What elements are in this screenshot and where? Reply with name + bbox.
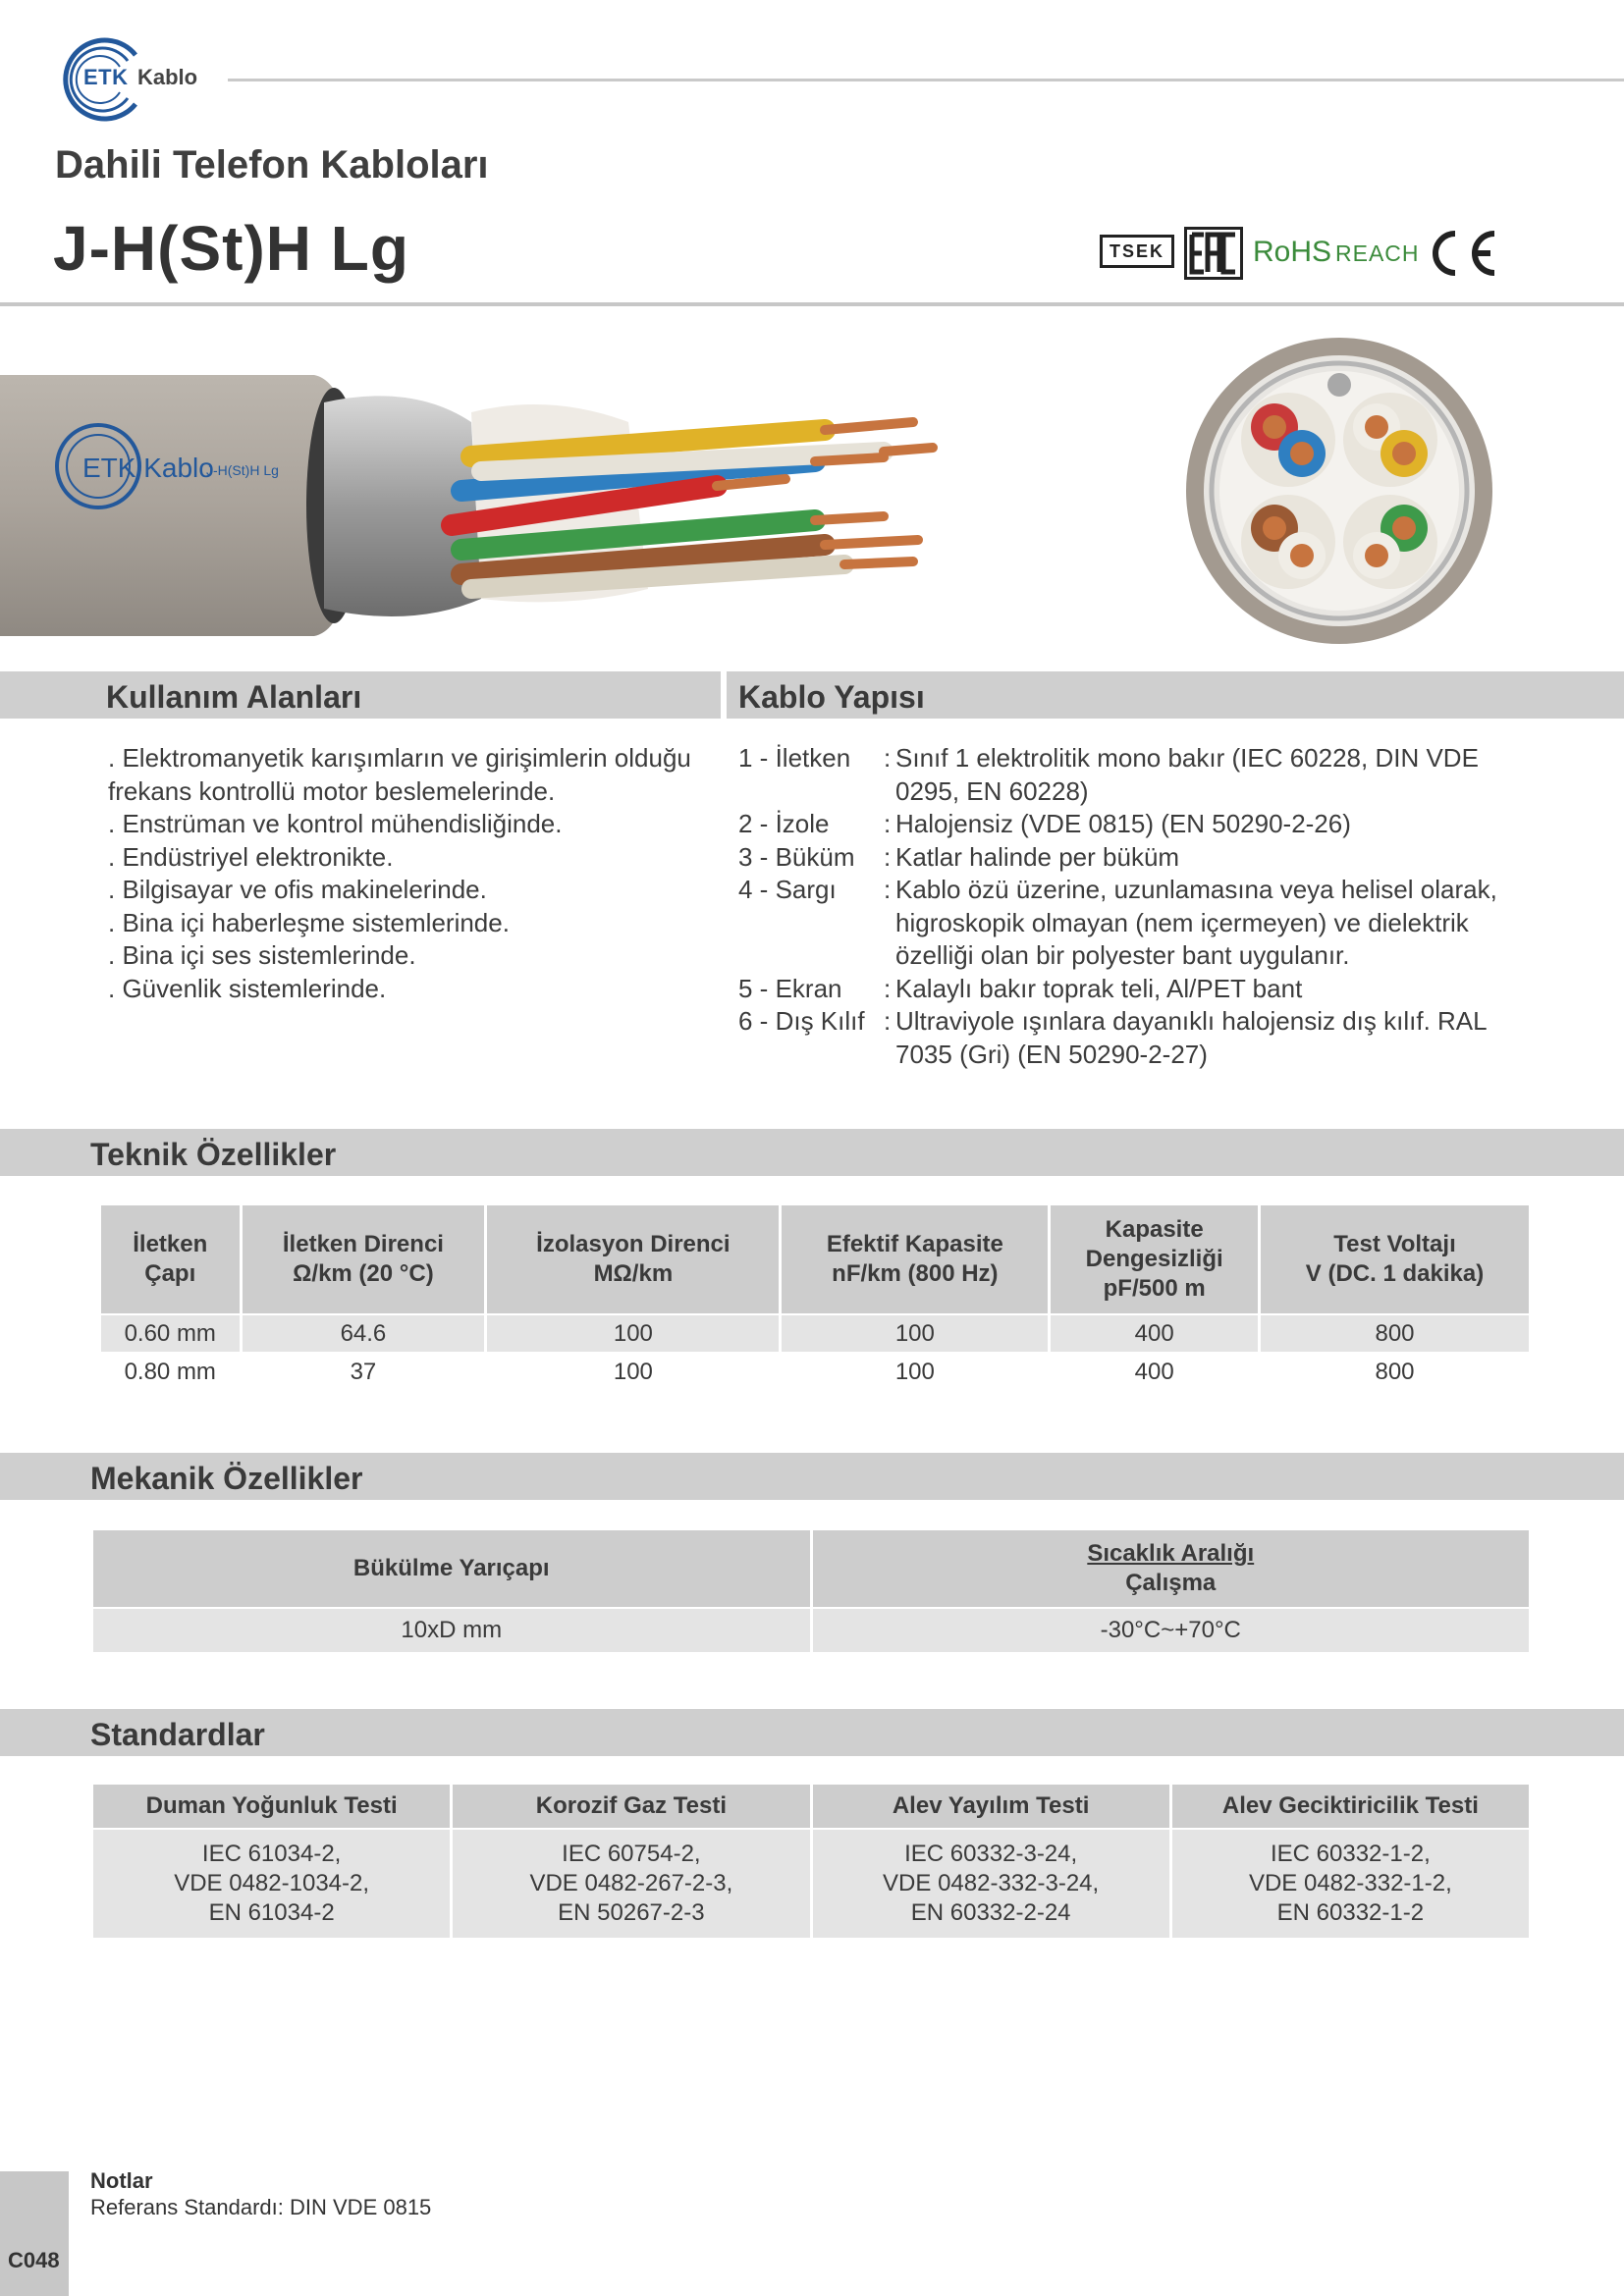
table-header: Alev Geciktiricilik Testi: [1172, 1785, 1529, 1828]
table-header: Kapasite Dengesizliği pF/500 m: [1051, 1205, 1258, 1313]
structure-text: Sınıf 1 elektrolitik mono bakır (IEC 60228, DIN VDE 0295, EN 60228): [895, 743, 1479, 806]
structure-section-title: Kablo Yapısı: [738, 679, 925, 715]
table-cell: 10xD mm: [93, 1609, 810, 1652]
page-tab: [0, 2171, 69, 2296]
cable-cross-section-image: [1182, 334, 1496, 648]
reach-mark: REACH: [1335, 240, 1420, 266]
list-item: 5 - Ekran : Kalaylı bakır toprak teli, Al/PET bant: [738, 973, 1524, 1006]
mechanical-section-title: Mekanik Özellikler: [90, 1461, 363, 1496]
structure-label: 4 - Sargı: [738, 875, 837, 904]
title-divider: [0, 302, 1624, 306]
table-cell: -30°C~+70°C: [813, 1609, 1530, 1652]
table-cell: IEC 60754-2, VDE 0482-267-2-3, EN 50267-2-3: [453, 1830, 809, 1938]
list-item: 6 - Dış Kılıf : Ultraviyole ışınlara dayanıklı halojensiz dış kılıf. RAL 7035 (Gri) (EN 50290-2-27): [738, 1005, 1524, 1071]
logo-etk-text: ETK: [83, 65, 129, 89]
list-item: . Bilgisayar ve ofis makinelerinde.: [108, 875, 487, 904]
structure-text: Kalaylı bakır toprak teli, Al/PET bant: [895, 973, 1303, 1003]
table-cell: IEC 60332-3-24, VDE 0482-332-3-24, EN 60332-2-24: [813, 1830, 1169, 1938]
structure-text: Halojensiz (VDE 0815) (EN 50290-2-26): [895, 809, 1351, 838]
structure-text: Katlar halinde per büküm: [895, 841, 1180, 872]
table-cell: 400: [1051, 1315, 1258, 1352]
table-row: [93, 1830, 1529, 1938]
list-item: . Enstrüman ve kontrol mühendisliğinde.: [108, 809, 563, 838]
header-divider: [228, 79, 1624, 81]
structure-label: 2 - İzole: [738, 809, 830, 838]
table-header: Duman Yoğunluk Testi: [93, 1785, 450, 1828]
table-header: İletken Çapı: [101, 1205, 240, 1313]
usage-list: [108, 742, 717, 1005]
table-cell: 400: [1051, 1354, 1258, 1390]
table-header: Bükülme Yarıçapı: [93, 1530, 810, 1607]
structure-label: 1 - İletken: [738, 743, 851, 773]
notes-title: Notlar: [90, 2168, 153, 2193]
list-item: 1 - İletken : Sınıf 1 elektrolitik mono bakır (IEC 60228, DIN VDE 0295, EN 60228): [738, 742, 1524, 808]
structure-label: 5 - Ekran: [738, 973, 842, 1003]
eac-mark-icon: [1184, 227, 1243, 280]
technical-table: [98, 1203, 1532, 1392]
table-cell: 100: [782, 1354, 1048, 1390]
table-cell: 0.60 mm: [101, 1315, 240, 1352]
etk-kablo-logo: [51, 37, 218, 122]
category-title: Dahili Telefon Kabloları: [55, 143, 489, 187]
table-row: [101, 1354, 1529, 1390]
product-title: J-H(St)H Lg: [53, 213, 409, 284]
usage-section-bar: [0, 671, 721, 719]
table-header: Korozif Gaz Testi: [453, 1785, 809, 1828]
tsek-mark: TSEK: [1100, 235, 1174, 268]
ce-mark-icon: [1422, 226, 1500, 281]
structure-text: Ultraviyole ışınlara dayanıklı halojensiz dış kılıf. RAL 7035 (Gri) (EN 50290-2-27): [895, 1006, 1487, 1069]
list-item: . Güvenlik sistemlerinde.: [108, 973, 387, 1003]
table-cell: 800: [1261, 1315, 1529, 1352]
rohs-mark: RoHS: [1253, 236, 1332, 268]
table-header: Efektif Kapasite nF/km (800 Hz): [782, 1205, 1048, 1313]
list-item: . Endüstriyel elektronikte.: [108, 841, 394, 872]
table-cell: 800: [1261, 1354, 1529, 1390]
standards-table: [90, 1783, 1532, 1940]
structure-label: 3 - Büküm: [738, 841, 855, 872]
list-item: . Elektromanyetik karışımların ve girişimlerin olduğu frekans kontrollü motor beslemelerinde.: [108, 743, 691, 806]
table-cell: 100: [487, 1354, 779, 1390]
list-item: 3 - Büküm : Katlar halinde per büküm: [738, 841, 1524, 875]
mechanical-table: [90, 1528, 1532, 1654]
table-header: Sıcaklık Aralığı Çalışma: [813, 1530, 1530, 1607]
logo-kablo-text: Kablo: [137, 65, 198, 89]
svg-text:ETK Kablo: ETK Kablo: [82, 453, 214, 483]
usage-section-title: Kullanım Alanları: [106, 679, 362, 715]
table-cell: 100: [487, 1315, 779, 1352]
cable-product-image: [0, 363, 943, 648]
page-number: C048: [8, 2248, 60, 2272]
list-item: 4 - Sargı : Kablo özü üzerine, uzunlamasına veya helisel olarak, higroskopik olmayan (nem içermeyen) ve dielektrik özelliği olan bir polyester bant uygulanır.: [738, 874, 1524, 973]
technical-section-bar: [0, 1129, 1624, 1176]
structure-list: [738, 742, 1524, 1071]
table-cell: 64.6: [243, 1315, 485, 1352]
table-header: İzolasyon Direnci MΩ/km: [487, 1205, 779, 1313]
standards-section-bar: [0, 1709, 1624, 1756]
table-header: İletken Direnci Ω/km (20 °C): [243, 1205, 485, 1313]
table-row: [93, 1609, 1529, 1652]
table-cell: 37: [243, 1354, 485, 1390]
structure-section-bar: [727, 671, 1624, 719]
list-item: . Bina içi haberleşme sistemlerinde.: [108, 907, 510, 937]
table-cell: 0.80 mm: [101, 1354, 240, 1390]
table-header: Test Voltajı V (DC. 1 dakika): [1261, 1205, 1529, 1313]
table-header: Alev Yayılım Testi: [813, 1785, 1169, 1828]
table-cell: IEC 61034-2, VDE 0482-1034-2, EN 61034-2: [93, 1830, 450, 1938]
certification-marks: [1098, 224, 1608, 283]
table-cell: IEC 60332-1-2, VDE 0482-332-1-2, EN 60332-1-2: [1172, 1830, 1529, 1938]
structure-label: 6 - Dış Kılıf: [738, 1006, 865, 1036]
table-row: [101, 1315, 1529, 1352]
standards-section-title: Standardlar: [90, 1717, 265, 1752]
mechanical-section-bar: [0, 1453, 1624, 1500]
structure-text: Kablo özü üzerine, uzunlamasına veya helisel olarak, higroskopik olmayan (nem içermeyen) ve dielektrik özelliği olan bir polyester bant uygulanır.: [895, 875, 1497, 970]
table-cell: 100: [782, 1315, 1048, 1352]
list-item: 2 - İzole : Halojensiz (VDE 0815) (EN 50290-2-26): [738, 808, 1524, 841]
list-item: . Bina içi ses sistemlerinde.: [108, 940, 416, 970]
technical-section-title: Teknik Özellikler: [90, 1137, 337, 1172]
notes-text: Referans Standardı: DIN VDE 0815: [90, 2195, 432, 2219]
svg-text:J-H(St)H Lg: J-H(St)H Lg: [206, 462, 279, 478]
